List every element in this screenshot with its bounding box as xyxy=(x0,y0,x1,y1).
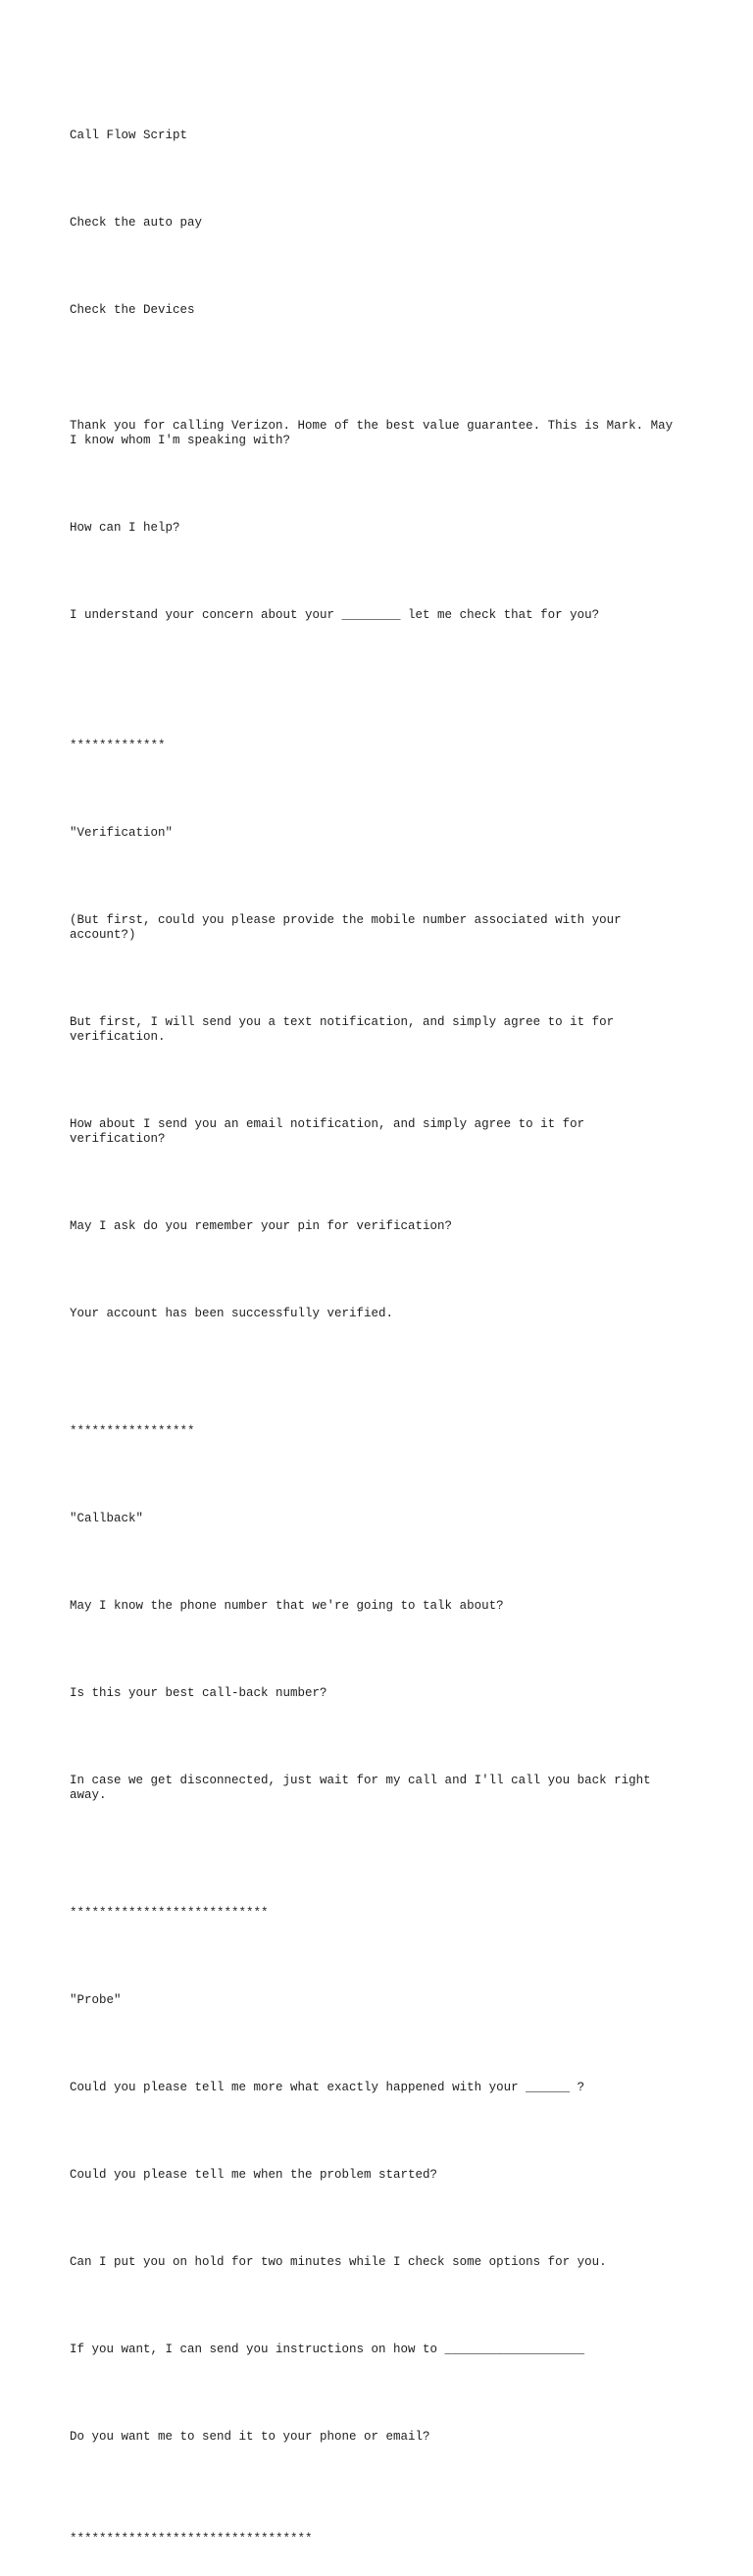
script-document xyxy=(70,84,687,2576)
script-line: But first, I will send you a text notification, and simply agree to it for verification. xyxy=(70,1015,622,1044)
section-divider: ************* xyxy=(70,739,166,752)
todo-item: Check the Devices xyxy=(70,303,195,317)
todo-item: Check the auto pay xyxy=(70,216,203,230)
section-heading: "Verification" xyxy=(70,826,174,840)
script-line: Your account has been successfully verified. xyxy=(70,1307,394,1320)
section-divider: ***************** xyxy=(70,1424,195,1438)
script-line: Do you want me to send it to your phone or email? xyxy=(70,2430,430,2444)
script-line: May I know the phone number that we're going to talk about? xyxy=(70,1599,504,1613)
script-line: In case we get disconnected, just wait for my call and I'll call you back right away. xyxy=(70,1774,659,1802)
greeting-line: How can I help? xyxy=(70,521,180,535)
section-divider: *************************** xyxy=(70,1906,269,1920)
script-line: May I ask do you remember your pin for verification? xyxy=(70,1219,453,1233)
section-divider: ********************************* xyxy=(70,2532,313,2546)
script-line: (But first, could you please provide the mobile number associated with your account?) xyxy=(70,913,629,942)
script-line: Could you please tell me when the problem started? xyxy=(70,2168,438,2182)
script-line: Could you please tell me more what exactly happened with your ______ ? xyxy=(70,2081,585,2094)
script-line: Can I put you on hold for two minutes while I check some options for you. xyxy=(70,2255,607,2269)
document-title: Call Flow Script xyxy=(70,129,188,142)
greeting-line: I understand your concern about your ________ let me check that for you? xyxy=(70,608,600,622)
greeting-line: Thank you for calling Verizon. Home of the best value guarantee. This is Mark. May I know whom I'm speaking with? xyxy=(70,419,680,447)
script-line: Is this your best call-back number? xyxy=(70,1686,327,1700)
script-line: How about I send you an email notification, and simply agree to it for verification? xyxy=(70,1117,592,1146)
section-heading: "Callback" xyxy=(70,1512,144,1525)
script-line: If you want, I can send you instructions on how to ___________________ xyxy=(70,2343,585,2356)
section-heading: "Probe" xyxy=(70,1993,122,2007)
